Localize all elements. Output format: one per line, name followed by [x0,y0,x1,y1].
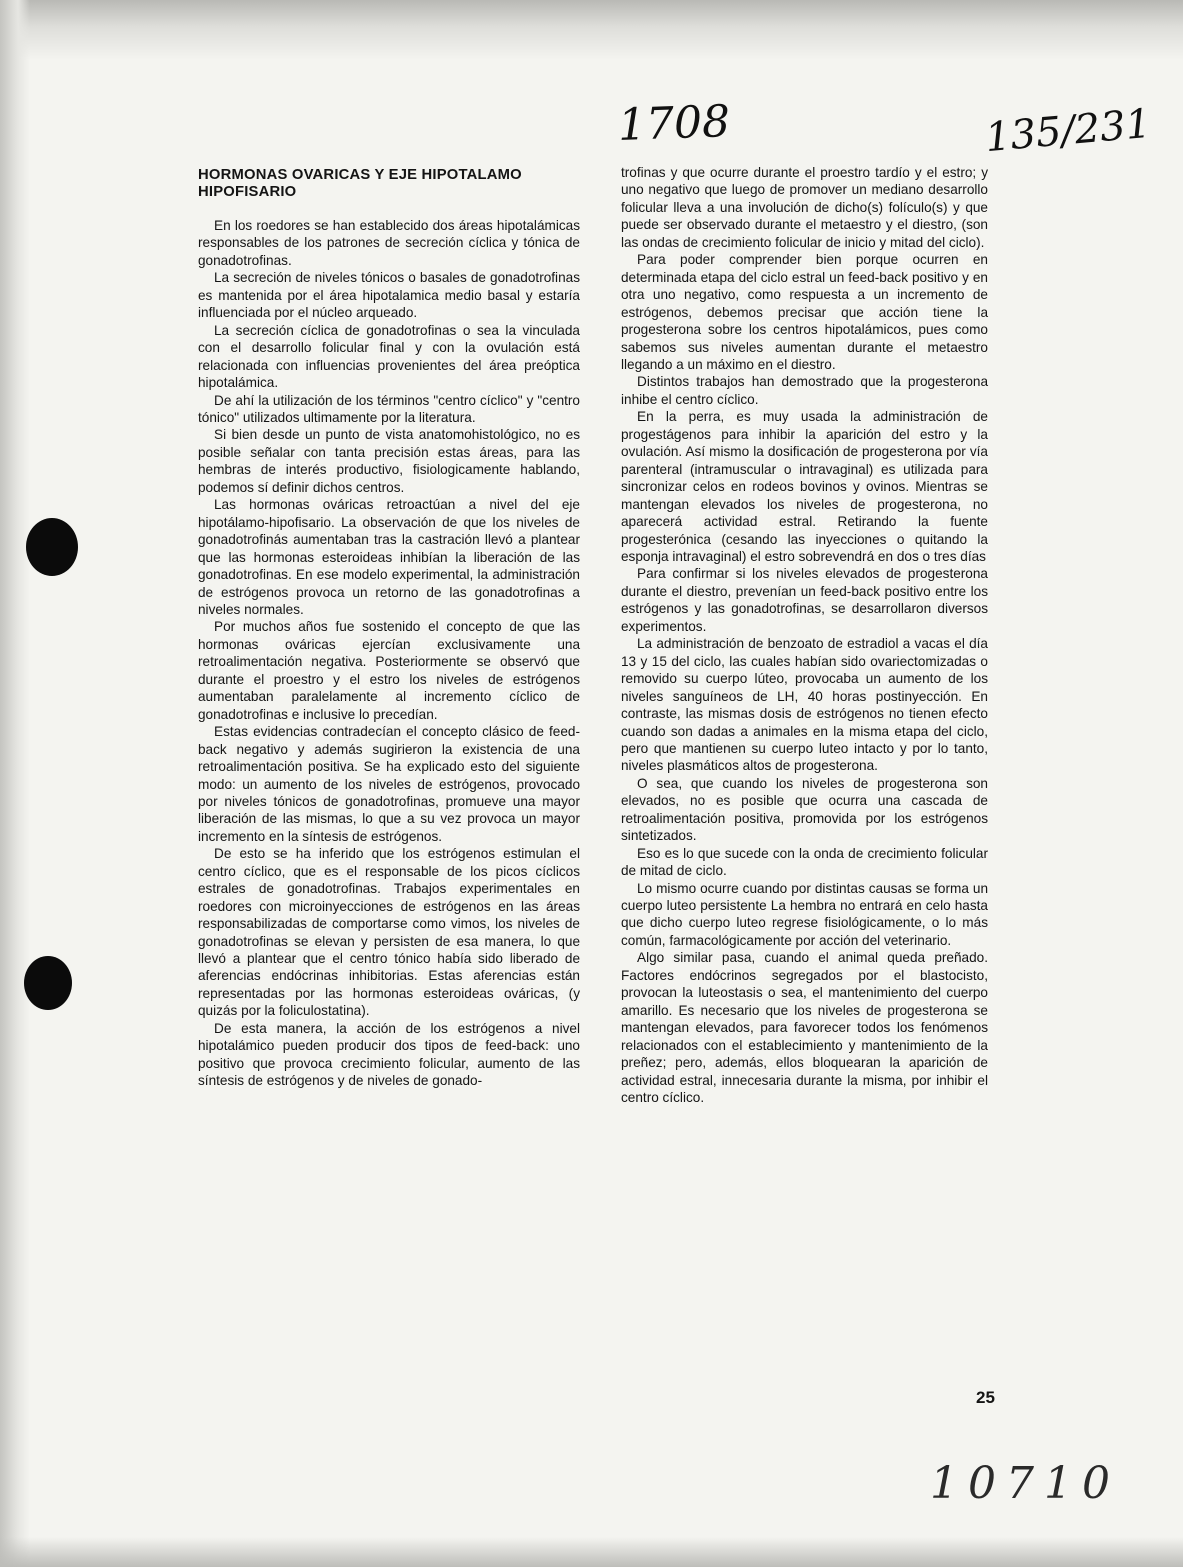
handwritten-reference-top-right: 135/231 [983,100,1153,162]
paragraph: Para confirmar si los niveles elevados de progesterona durante el diestro, prevenían un feed-back positivo entre los estrógenos y las gonadotrofinas, se desarrollaron diversos experimentos. [621,566,988,634]
handwritten-number-top: 1708 [617,96,731,151]
paragraph: La administración de benzoato de estradiol a vacas el día 13 y 15 del ciclo, las cuales habían sido ovariectomizadas o removido su cuerpo lúteo, provocaba un aumento de los niveles sanguíneos de LH, 40 horas postinyección. En contraste, las mismas dosis de estrógenos no tienen efecto cuando son dadas a animales en la misma etapa del ciclo, pero que mantienen su cuerpo luteo intacto y por lo tanto, niveles plasmáticos altos de progesterona. [621,636,988,774]
scan-edge-left [0,0,30,1567]
punch-hole-upper [26,518,78,576]
punch-hole-lower [24,956,72,1010]
paragraph: De esta manera, la acción de los estrógenos a nivel hipotalámico pueden producir dos tipos de feed-back: uno positivo que provoca crecimiento folicular, aumento de las síntesis de estrógenos y de niveles de gonado- [198,1020,580,1089]
paragraph: Estas evidencias contradecían el concepto clásico de feed-back negativo y además sugirieron la existencia de una retroalimentación positiva. Se ha explicado esto del siguiente modo: un aumento de los niveles de estrógenos, provocado por niveles tónicos de gonadotrofinas, promueve una mayor liberación de las mismas, lo que a su vez provoca un mayor incremento en la síntesis de estrógenos. [198,724,580,844]
paragraph: En la perra, es muy usada la administración de progestágenos para inhibir la aparición del estro y la ovulación. Así mismo la dosificación de progesterona por vía parenteral (intramuscular o intravaginal) es utilizada para sincronizar celos en rodeos bovinos y ovinos. Mientras se mantengan elevados los niveles de progesterona, no aparecerá actividad estral. Retirando la fuente progesterónica (cesando las inyecciones o quitando la esponja intravaginal) el estro sobrevendrá en dos o tres días [621,409,988,564]
paragraph: De ahí la utilización de los términos "centro cíclico" y "centro tónico" utilizados ultimamente por la literatura. [198,392,580,425]
handwritten-number-bottom: 10710 [930,1458,1120,1509]
paragraph: La secreción cíclica de gonadotrofinas o sea la vinculada con el desarrollo folicular final y con la ovulación está relacionada con influencias provenientes del área preóptica hipotalámica. [198,322,580,391]
paragraph: Las hormonas ováricas retroactúan a nivel del eje hipotálamo-hipofisario. La observación de que los niveles de gonadotrofinás aumentaban tras la castración llevó a plantear que las hormonas esteroideas inhibían la liberación de las gonadotrofinas. En ese modelo experimental, la administración de estrógenos provoca un retorno de las gonadotrofinas a niveles normales. [198,497,580,617]
paragraph: En los roedores se han establecido dos áreas hipotalámicas responsables de los patrones de secreción cíclica y tónica de gonadotrofinas. [198,218,580,268]
paragraph-continuation: trofinas y que ocurre durante el proestro tardío y el estro; y uno negativo que luego de promover un mediano desarrollo folicular lleva a una involución de dicho(s) folículo(s) y que puede ser observado durante el metaestro y el diestro, (son las ondas de crecimiento folicular de inicio y mitad del ciclo). [621,165,988,250]
paragraph: Para poder comprender bien porque ocurren en determinada etapa del ciclo estral un feed-back positivo y en otra uno negativo, como respuesta a un incremento de estrógenos, debemos precisar que acción tiene la progesterona sobre los centros hipotalámicos, pues como sabemos sus niveles aumentan durante el metaestro llegando a un máximo en el diestro. [621,252,988,372]
left-column [198,167,580,1090]
paragraph: Si bien desde un punto de vista anatomohistológico, no es posible señalar con tanta precisión estas áreas, para las hembras de interés productivo, fisiologicamente hablando, podemos sí definir dichos centros. [198,427,580,495]
paragraph: La secreción de niveles tónicos o basales de gonadotrofinas es mantenida por el área hipotalamica medio basal y estaría influenciada por el núcleo arqueado. [198,270,580,321]
paragraph: O sea, que cuando los niveles de progesterona son elevados, no es posible que ocurra una cascada de retroalimentación positiva, promovida por los estrógenos sintetizados. [621,775,988,844]
paragraph: Algo similar pasa, cuando el animal queda preñado. Factores endócrinos segregados por el blastocisto, provocan la luteostasis o sea, el mantenimiento del cuerpo amarillo. Es necesario que los niveles de progesterona se mantengan elevados, para favorecer todos los fenómenos relacionados con el establecimiento y mantenimiento de la preñez; pero, además, ellos bloquearan la aparición de actividad estral, innecesaria durante la misma, por inhibir el centro cíclico. [621,950,988,1106]
paragraph: Eso es lo que sucede con la onda de crecimiento folicular de mitad de ciclo. [621,845,988,879]
paragraph: Por muchos años fue sostenido el concepto de que las hormonas ováricas ejercían exclusivamente una retroalimentación negativa. Posteriormente se observó que durante el proestro y el estro los niveles de estrógenos aumentaban paralelamente al incremento cíclico de gonadotrofinas e inclusive lo precedían. [198,619,580,722]
page-number: 25 [976,1388,995,1407]
article-title: HORMONAS OVARICAS Y EJE HIPOTALAMO HIPOFISARIO [198,167,522,200]
right-column [621,164,988,1106]
paragraph: Lo mismo ocurre cuando por distintas causas se forma un cuerpo luteo persistente La hembra no entrará en celo hasta que dicho cuerpo luteo regrese fisiológicamente, o lo más común, farmacológicamente por acción del veterinario. [621,880,988,948]
scan-edge-top [0,0,1183,60]
scan-edge-bottom [0,1537,1183,1567]
paragraph: De esto se ha inferido que los estrógenos estimulan el centro cíclico, que es el responsable de los picos cíclicos estrales de gonadotrofinas. Trabajos experimentales en roedores con microinyecciones de estrógenos en las áreas responsabilizadas de comportarse como vimos, los niveles de gonadotrofinas se elevan y persisten de esa manera, lo que llevó a plantear que el centro tónico había sido liberado de aferencias endócrinas inhibitorias. Estas aferencias están representadas por las hormonas esteroideas ováricas, (y quizás por la foliculostatina). [198,846,580,1019]
paragraph: Distintos trabajos han demostrado que la progesterona inhibe el centro cíclico. [621,374,988,407]
